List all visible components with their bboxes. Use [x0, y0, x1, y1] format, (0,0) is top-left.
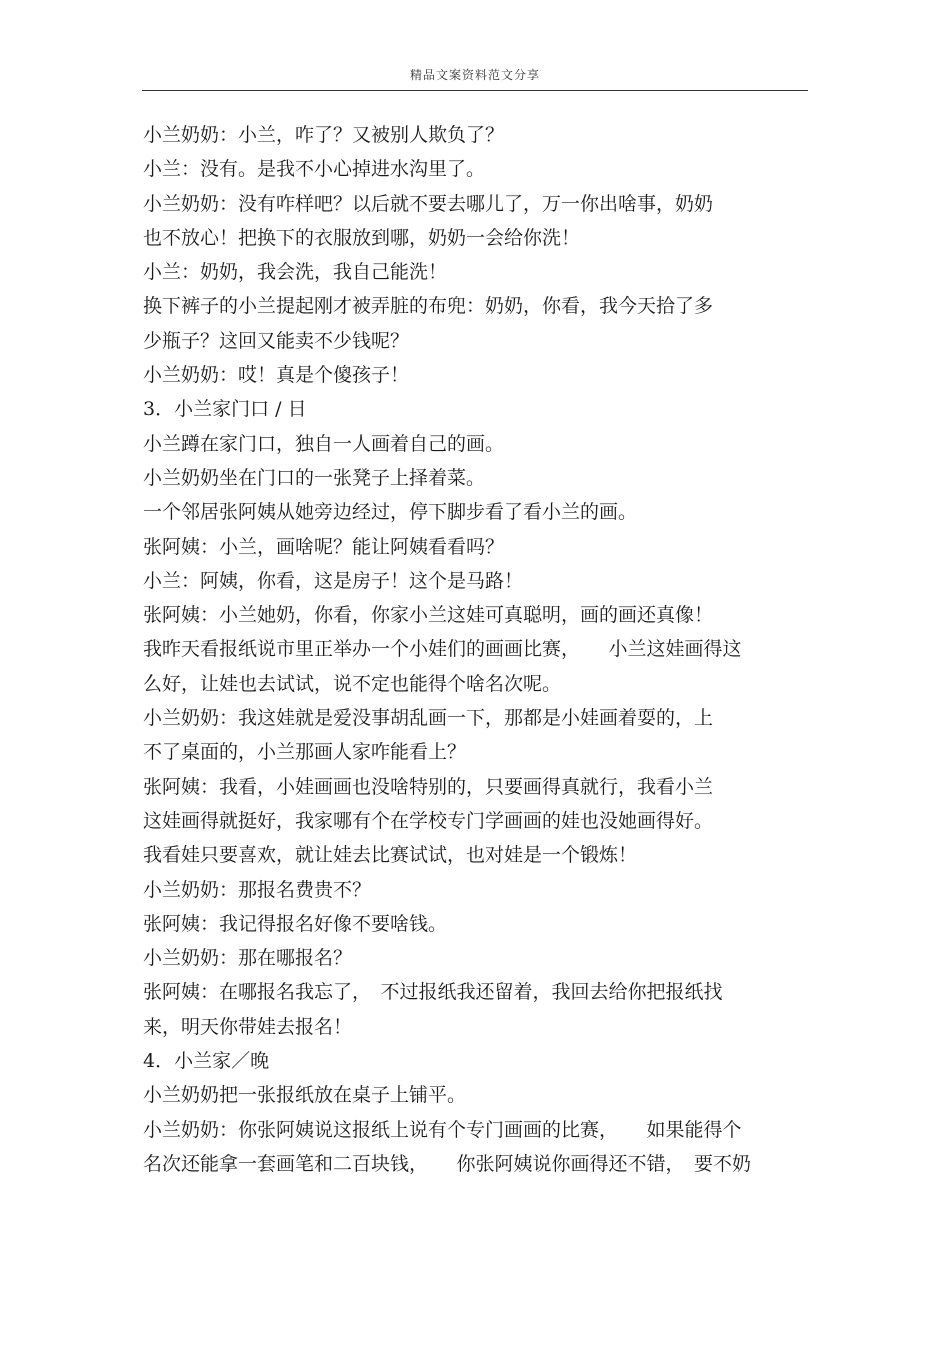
text-line: 张阿姨：我记得报名好像不要啥钱。 [143, 912, 448, 935]
text-line: 也不放心！把换下的衣服放到哪，奶奶一会给你洗！ [143, 226, 581, 249]
text-line: 这娃画得就挺好，我家哪有个在学校专门学画画的娃也没她画得好。 [143, 809, 714, 832]
text-line: 张阿姨：小兰她奶，你看，你家小兰这娃可真聪明，画的画还真像！ [143, 604, 714, 627]
text-line: 小兰奶奶：那在哪报名？ [143, 947, 353, 970]
script-body [143, 118, 813, 1181]
text-line: 小兰奶奶：没有咋样吧？以后就不要去哪儿了，万一你出啥事，奶奶 [143, 192, 714, 215]
text-line: 小兰奶奶：我这娃就是爱没事胡乱画一下，那都是小娃画着耍的，上 [143, 707, 714, 730]
text-line: 一个邻居张阿姨从她旁边经过，停下脚步看了看小兰的画。 [143, 501, 638, 524]
text-line: 小兰奶奶：你张阿姨说这报纸上说有个专门画画的比赛， 如果能得个 [143, 1118, 742, 1141]
scene-heading: 3．小兰家门口 / 日 [143, 398, 307, 421]
text-line: 我昨天看报纸说市里正举办一个小娃们的画画比赛， 小兰这娃画得这 [143, 638, 742, 661]
text-line: 来，明天你带娃去报名！ [143, 1015, 353, 1038]
text-line: 少瓶子？这回又能卖不少钱呢？ [143, 329, 410, 352]
text-line: 小兰奶奶坐在门口的一张凳子上择着菜。 [143, 466, 486, 489]
text-line: 小兰：没有。是我不小心掉进水沟里了。 [143, 158, 486, 181]
text-line: 小兰奶奶：那报名费贵不？ [143, 878, 372, 901]
text-line: 小兰蹲在家门口，独自一人画着自己的画。 [143, 432, 505, 455]
text-line: 小兰奶奶：小兰，咋了？又被别人欺负了？ [143, 124, 505, 146]
text-line: 不了桌面的，小兰那画人家咋能看上？ [143, 741, 467, 764]
text-line: 换下裤子的小兰提起刚才被弄脏的布兜：奶奶，你看，我今天拾了多 [143, 295, 714, 318]
page-header: 精品文案资料范文分享 [409, 68, 540, 82]
text-line: 小兰：阿姨，你看，这是房子！这个是马路！ [143, 569, 524, 592]
text-line: 小兰：奶奶，我会洗，我自己能洗！ [143, 261, 448, 284]
header-divider [142, 90, 808, 91]
text-line: 小兰奶奶把一张报纸放在桌子上铺平。 [143, 1084, 467, 1107]
scene-heading: 4．小兰家／晚 [143, 1050, 270, 1073]
text-line: 么好，让娃也去试试，说不定也能得个啥名次呢。 [143, 672, 562, 695]
text-line: 张阿姨：在哪报名我忘了， 不过报纸我还留着，我回去给你把报纸找 [143, 981, 723, 1004]
text-line: 张阿姨：小兰，画啥呢？能让阿姨看看吗？ [143, 535, 505, 558]
text-line: 我看娃只要喜欢，就让娃去比赛试试，也对娃是一个锻炼！ [143, 844, 638, 867]
text-line: 名次还能拿一套画笔和二百块钱， 你张阿姨说你画得还不错， 要不奶 [143, 1152, 752, 1175]
text-line: 小兰奶奶：哎！真是个傻孩子！ [143, 364, 410, 387]
text-line: 张阿姨：我看，小娃画画也没啥特别的，只要画得真就行，我看小兰 [143, 775, 714, 798]
